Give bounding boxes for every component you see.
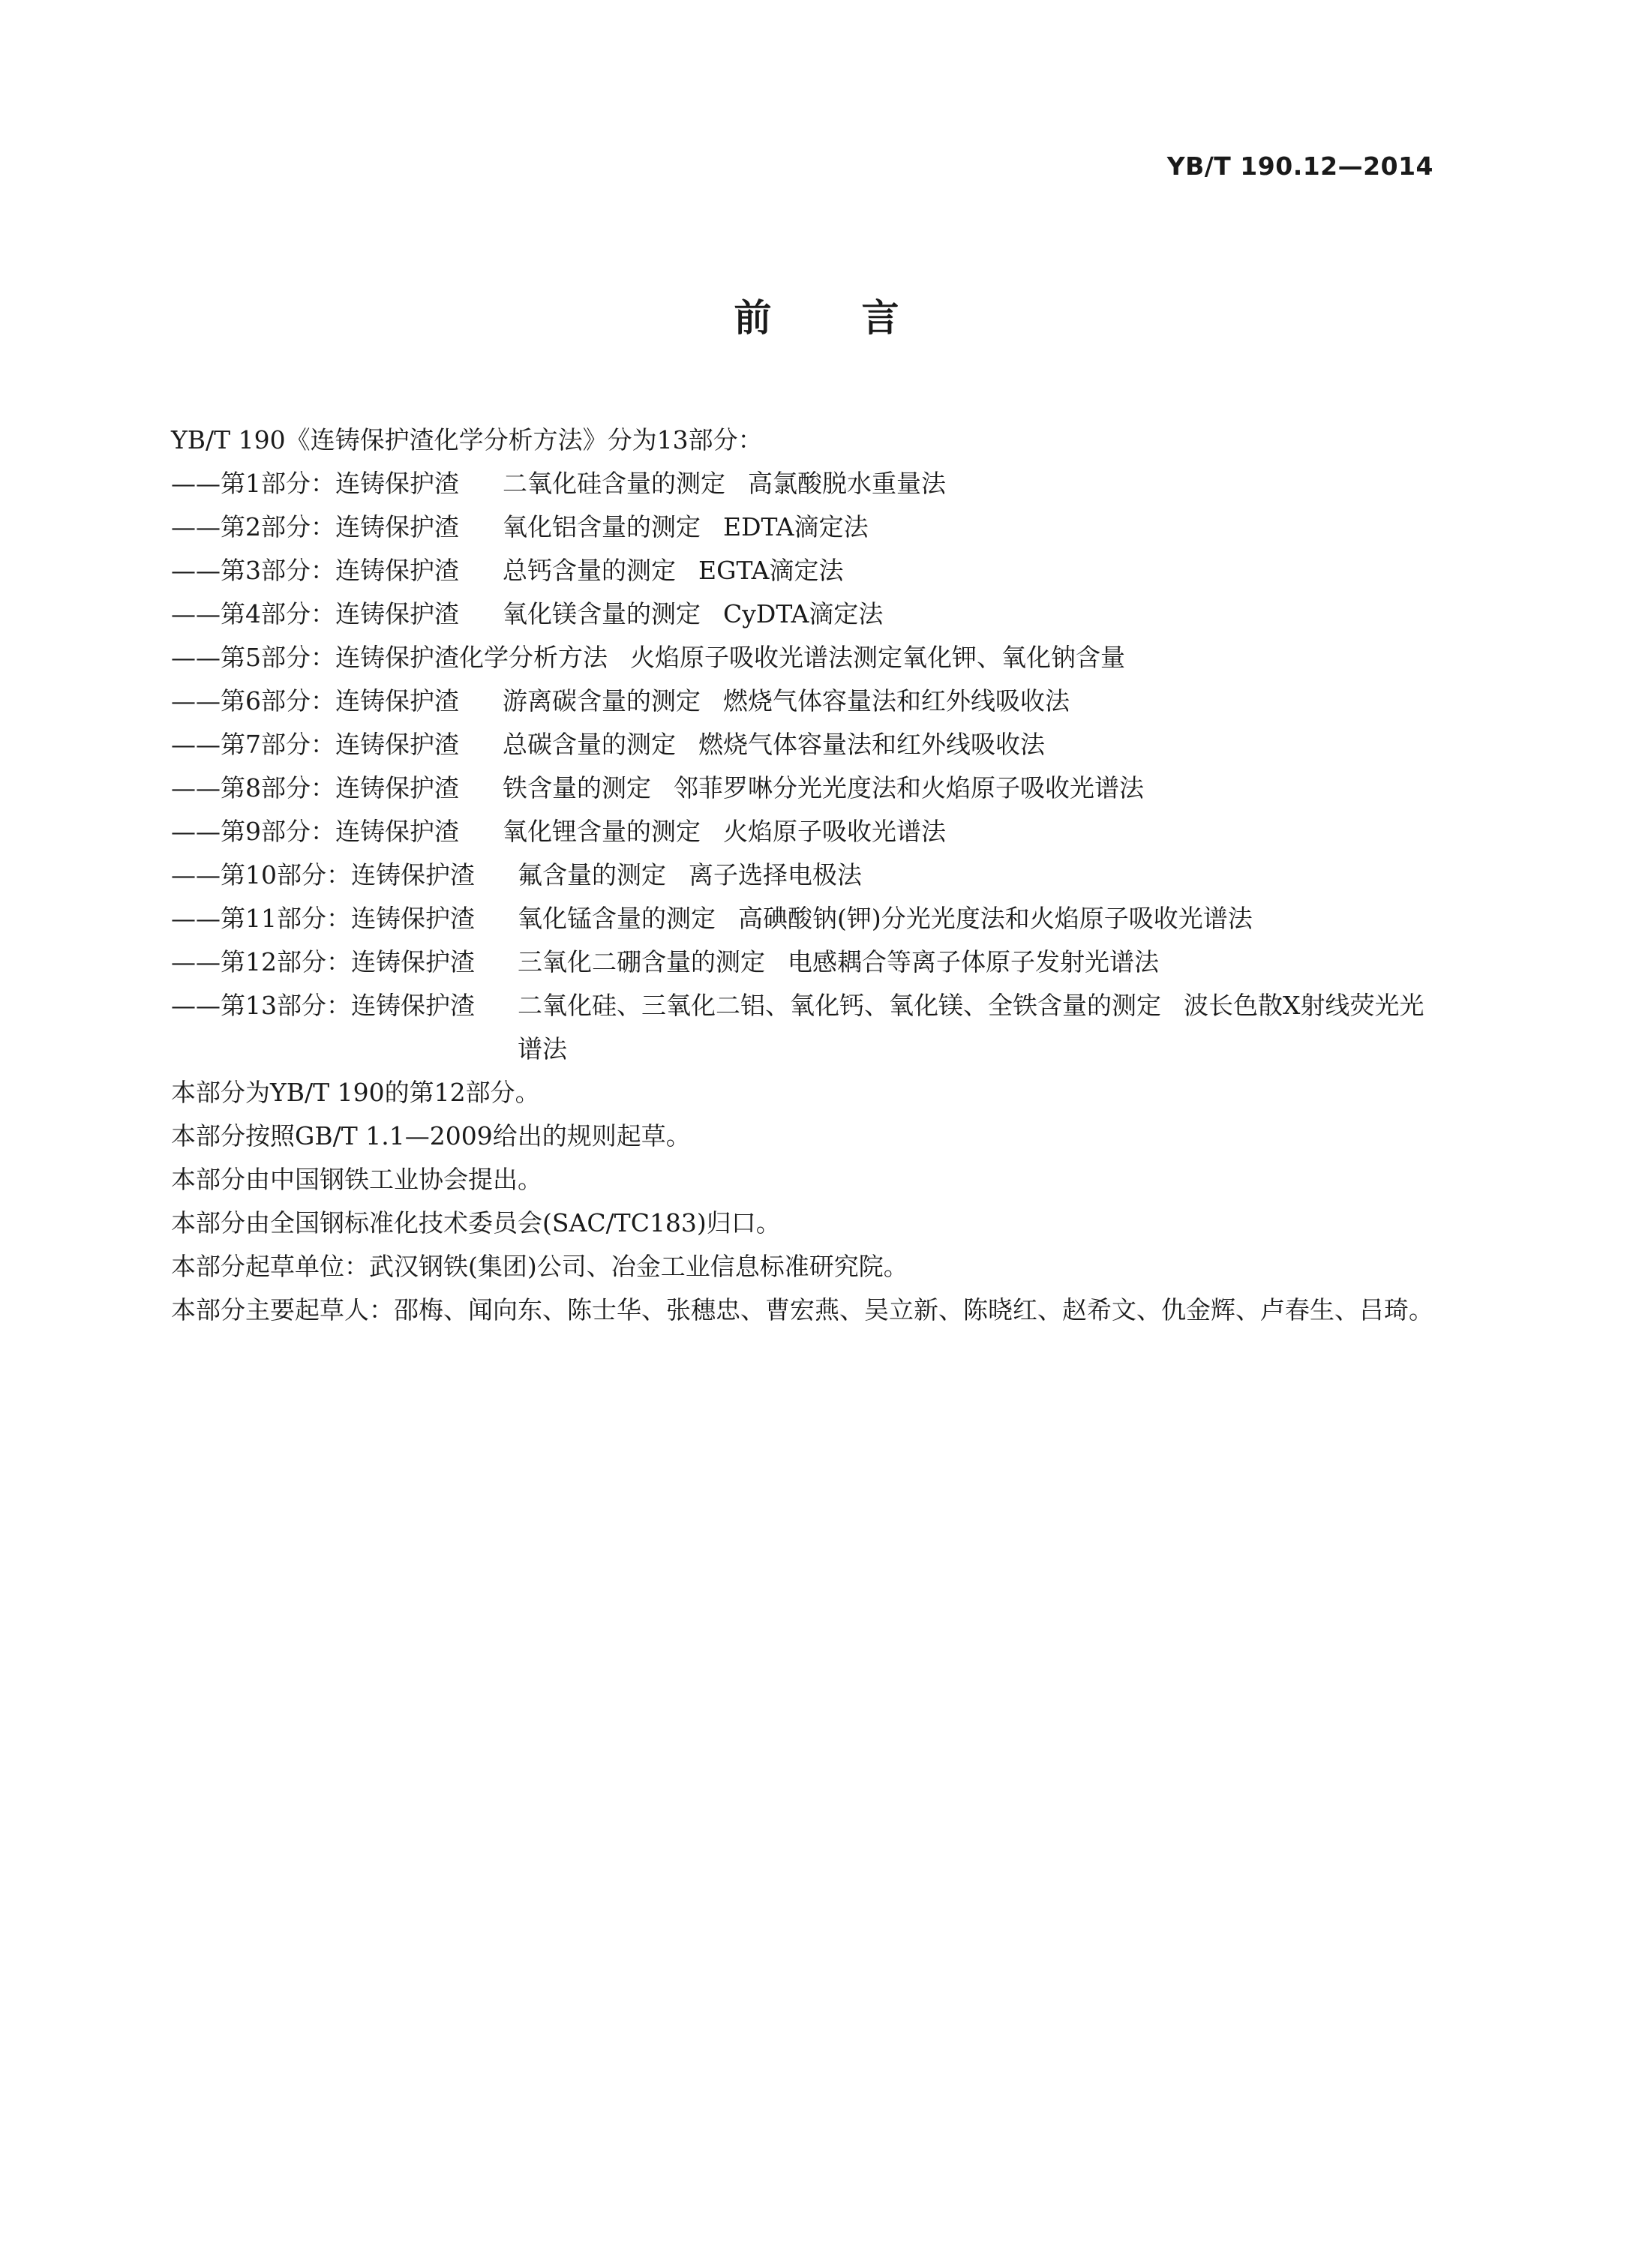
part-item-13 [113, 984, 1436, 1071]
part-lead: ——第10部分：连铸保护渣 [171, 860, 475, 890]
part-item-2 [113, 506, 1436, 549]
part-desc [503, 723, 1436, 766]
part-item-6 [113, 680, 1436, 723]
part-lead: ——第12部分：连铸保护渣 [171, 947, 475, 976]
part-method: EGTA滴定法 [698, 556, 844, 585]
foreword-body [113, 418, 1436, 1332]
drafting-rules-paragraph: 本部分按照GB/T 1.1—2009给出的规则起草。 [171, 1121, 691, 1150]
part-subject: 氧化锂含量的测定 [503, 817, 701, 846]
part-lead: ——第3部分：连铸保护渣 [171, 556, 459, 585]
part-method: 离子选择电极法 [689, 860, 862, 890]
part-note-paragraph: 本部分为YB/T 190的第12部分。 [171, 1078, 540, 1107]
managed-by-paragraph: 本部分由全国钢标准化技术委员会(SAC/TC183)归口。 [171, 1208, 781, 1238]
part-subject: 三氧化二硼含量的测定 [518, 947, 765, 976]
standard-code: YB/T 190.12—2014 [1166, 152, 1433, 181]
part-lead: ——第5部分：连铸保护渣化学分析方法 [171, 643, 608, 672]
part-item-8 [113, 766, 1436, 810]
part-desc [503, 592, 1436, 636]
part-method: 波长色散X射线荧光光谱法 [518, 991, 1424, 1064]
part-item-5 [113, 636, 1436, 680]
parts-list [113, 462, 1436, 1071]
part-desc [518, 897, 1436, 940]
part-item-11 [113, 897, 1436, 940]
part-desc [518, 854, 1436, 897]
part-lead: ——第7部分：连铸保护渣 [171, 730, 459, 759]
part-lead: ——第11部分：连铸保护渣 [171, 904, 475, 933]
part-desc [503, 506, 1436, 549]
part-desc [503, 766, 1436, 810]
part-subject: 二氧化硅含量的测定 [503, 469, 725, 498]
drafters-paragraph: 本部分主要起草人：邵梅、闻向东、陈士华、张穗忠、曹宏燕、吴立新、陈晓红、赵希文、仇金辉、卢春生、吕琦。 [171, 1295, 1433, 1324]
part-subject: 氧化镁含量的测定 [503, 599, 701, 628]
part-desc [608, 636, 1436, 680]
part-lead: ——第9部分：连铸保护渣 [171, 817, 459, 846]
part-lead: ——第1部分：连铸保护渣 [171, 469, 459, 498]
part-method: 燃烧气体容量法和红外线吸收法 [698, 730, 1045, 759]
part-method: 高碘酸钠(钾)分光光度法和火焰原子吸收光谱法 [738, 904, 1253, 933]
part-item-9 [113, 810, 1436, 854]
part-item-12 [113, 940, 1436, 984]
part-method: 火焰原子吸收光谱法 [723, 817, 946, 846]
part-method: 电感耦合等离子体原子发射光谱法 [788, 947, 1159, 976]
part-desc [518, 940, 1436, 984]
part-lead: ——第13部分：连铸保护渣 [171, 991, 475, 1020]
part-subject: 氟含量的测定 [518, 860, 666, 890]
part-lead: ——第2部分：连铸保护渣 [171, 512, 459, 542]
part-desc [503, 680, 1436, 723]
drafting-units-paragraph: 本部分起草单位：武汉钢铁(集团)公司、冶金工业信息标准研究院。 [171, 1252, 908, 1281]
page-title: 前言 [734, 296, 989, 340]
part-item-4 [113, 592, 1436, 636]
part-item-3 [113, 549, 1436, 592]
part-item-7 [113, 723, 1436, 766]
part-subject: 总钙含量的测定 [503, 556, 676, 585]
part-method: EDTA滴定法 [723, 512, 869, 542]
part-method: CyDTA滴定法 [723, 599, 884, 628]
part-subject: 二氧化硅、三氧化二铝、氧化钙、氧化镁、全铁含量的测定 [518, 991, 1161, 1020]
part-lead: ——第8部分：连铸保护渣 [171, 773, 459, 802]
part-method: 邻菲罗啉分光光度法和火焰原子吸收光谱法 [674, 773, 1144, 802]
part-subject: 氧化锰含量的测定 [518, 904, 716, 933]
part-subject: 火焰原子吸收光谱法测定氧化钾、氧化钠含量 [630, 643, 1125, 672]
part-lead: ——第6部分：连铸保护渣 [171, 686, 459, 716]
part-item-1 [113, 462, 1436, 506]
part-lead: ——第4部分：连铸保护渣 [171, 599, 459, 628]
part-desc [518, 984, 1436, 1071]
part-desc [503, 810, 1436, 854]
part-subject: 游离碳含量的测定 [503, 686, 701, 716]
part-method: 高氯酸脱水重量法 [748, 469, 946, 498]
part-subject: 氧化铝含量的测定 [503, 512, 701, 542]
proposed-by-paragraph: 本部分由中国钢铁工业协会提出。 [171, 1165, 542, 1194]
part-item-10 [113, 854, 1436, 897]
part-desc [503, 462, 1436, 506]
part-desc [503, 549, 1436, 592]
intro-paragraph: YB/T 190《连铸保护渣化学分析方法》分为13部分： [171, 425, 763, 454]
part-method: 燃烧气体容量法和红外线吸收法 [723, 686, 1070, 716]
part-subject: 铁含量的测定 [503, 773, 651, 802]
part-subject: 总碳含量的测定 [503, 730, 676, 759]
